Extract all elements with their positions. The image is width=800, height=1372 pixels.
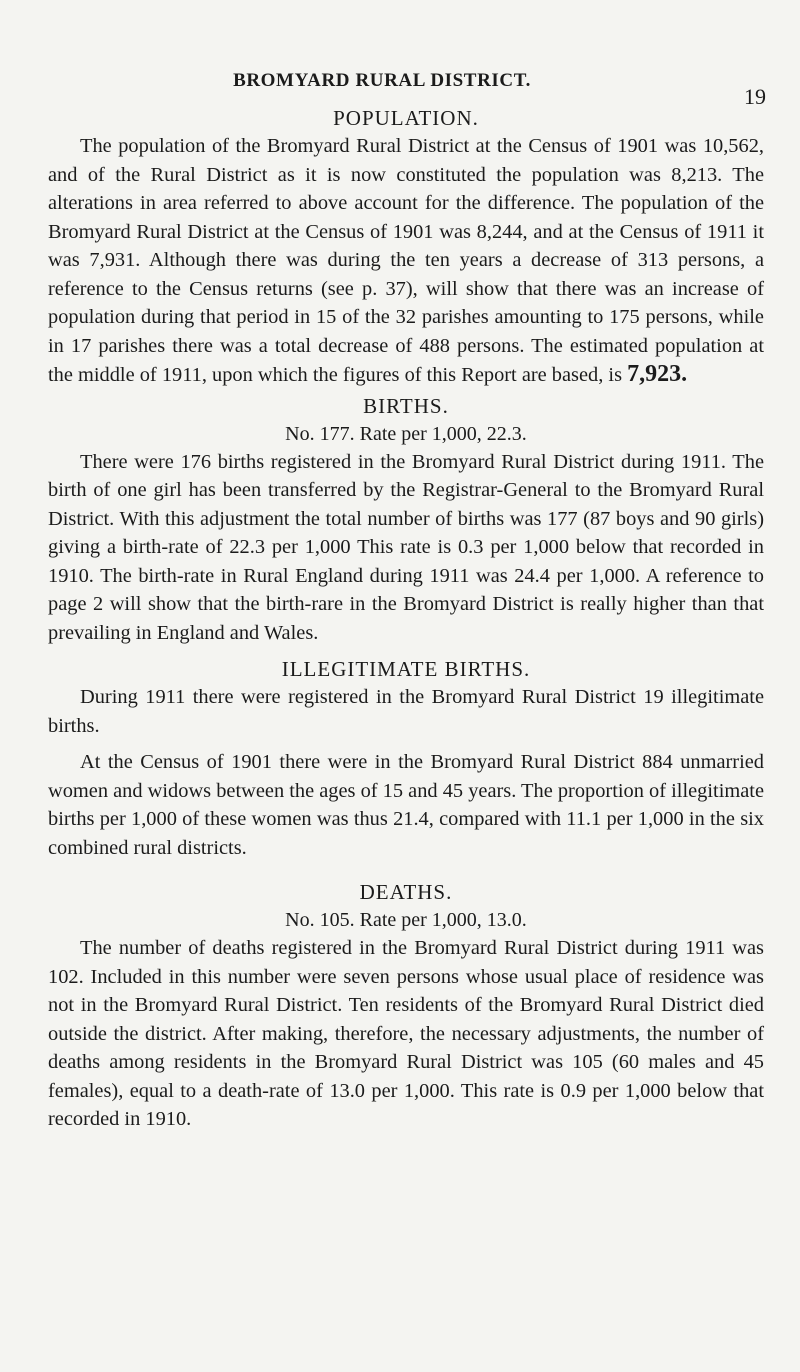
population-text: The population of the Bromyard Rural District at the Census of 1901 was 10,562, and of the Rural District as it is now constituted the population was 8,213. The alterations in area referred to above account for the difference. The population of the Bromyard Rural District at the Census of 1901 was 8,244, and at the Census of 1911 it was 7,931. Although there was during the ten years a decrease of 313 persons, a reference to the Census returns (see p. 37), will show that there was an increase of population during that period in 15 of the 32 parishes amounting to 175 persons, while in 17 parishes there was a total decrease of 488 persons. The estimated population at the middle of 1911, upon which the figures of this Report are based, is xyxy=(48,135,764,386)
page-content xyxy=(48,104,764,1134)
running-head: BROMYARD RURAL DISTRICT. xyxy=(233,70,531,91)
population-estimate: 7,923. xyxy=(627,361,688,387)
illegitimate-paragraph-1: During 1911 there were registered in the Bromyard Rural District 19 illegitimate births. xyxy=(48,686,764,737)
page-number: 19 xyxy=(744,84,766,109)
population-paragraph xyxy=(48,132,764,390)
section-title-births: BIRTHS. xyxy=(363,393,449,418)
deaths-paragraph: The number of deaths registered in the Bromyard Rural District during 1911 was 102. Included in this number were seven persons whose usual place of residence was not in the Bromyard Rural District. Ten residents of the Bromyard Rural District died outside the district. After making, therefore, the necessary adjustments, the number of deaths among residents in the Bromyard Rural District was 105 (60 males and 45 females), equal to a death-rate of 13.0 per 1,000. This rate is 0.9 per 1,000 below that recorded in 1910. xyxy=(48,937,764,1130)
section-title-deaths: DEATHS. xyxy=(359,880,453,904)
births-rate-line: No. 177. Rate per 1,000, 22.3. xyxy=(285,422,527,445)
section-title-population: POPULATION. xyxy=(333,106,479,130)
illegitimate-paragraph-2: At the Census of 1901 there were in the Bromyard Rural District 884 unmarried women and widows between the ages of 15 and 45 years. The proportion of illegitimate births per 1,000 of these women was thus 21.4, compared with 11.1 per 1,000 in the six combined rural districts. xyxy=(48,751,764,859)
deaths-rate-line: No. 105. Rate per 1,000, 13.0. xyxy=(285,909,527,931)
births-paragraph: There were 176 births registered in the Bromyard Rural District during 1911. The birth of one girl has been transferred by the Registrar-General to the Bromyard Rural District. With this adjustment the total number of births was 177 (87 boys and 90 girls) giving a birth-rate of 22.3 per 1,000 This rate is 0.3 per 1,000 below that recorded in 1910. The birth-rate in Rural England during 1911 was 24.4 per 1,000. A reference to page 2 will show that the birth-rare in the Bromyard District is really higher than that prevailing in England and Wales. xyxy=(48,450,764,644)
section-title-illegitimate-births: ILLEGITIMATE BIRTHS. xyxy=(281,657,531,681)
